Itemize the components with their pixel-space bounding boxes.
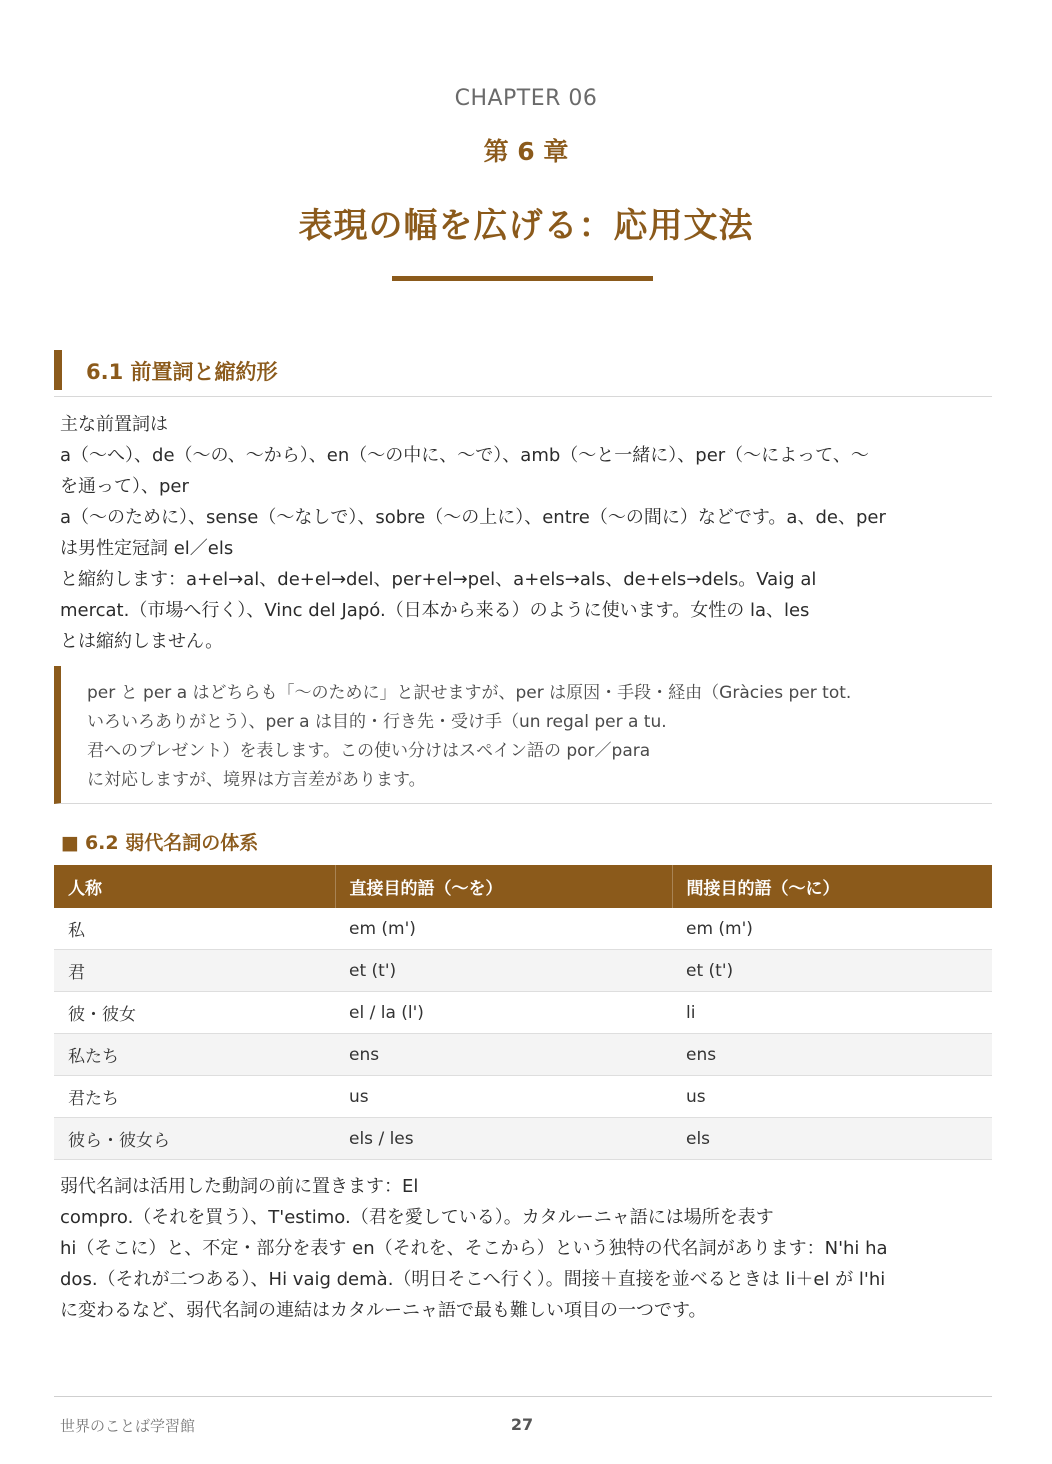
chapter-title: 表現の幅を広げる：応用文法 — [298, 206, 754, 246]
table-cell: us — [672, 1076, 992, 1118]
paragraph-line: a（〜へ）、de（〜の、〜から）、en（〜の中に、〜で）、amb（〜と一緒に）、per（〜によって、〜 — [60, 445, 869, 466]
note-line: per と per a はどちらも「〜のために」と訳せますが、per は原因・手段・経由（Gràcies per tot. — [87, 683, 852, 703]
paragraph-line: は男性定冠詞 el／els — [60, 538, 234, 559]
table-cell: em (m') — [672, 908, 992, 950]
note-line: 君へのプレゼント）を表します。この使い分けはスペイン語の por／para — [87, 741, 651, 761]
table-cell: et (t') — [335, 950, 672, 992]
paragraph-line: 弱代名詞は活用した動詞の前に置きます：El — [60, 1176, 419, 1197]
table-cell: els — [672, 1118, 992, 1160]
table-cell: el / la (l') — [335, 992, 672, 1034]
table-cell: 私たち — [54, 1034, 335, 1076]
table-row — [54, 992, 992, 1034]
column-header-person: 人称 — [54, 865, 335, 908]
prepositions-paragraph — [60, 409, 990, 657]
paragraph-line: と縮約します：a+el→al、de+el→del、per+el→pel、a+els→als、de+els→dels。Vaig al — [60, 569, 817, 590]
column-header-direct-object: 直接目的語（〜を） — [335, 865, 672, 908]
footer-publisher: 世界のことば学習館 — [60, 1417, 196, 1435]
table-row — [54, 1076, 992, 1118]
table-cell: ens — [672, 1034, 992, 1076]
weak-pronoun-paragraph — [60, 1171, 990, 1326]
page-number: 27 — [510, 1415, 534, 1434]
chapter-eyebrow: CHAPTER 06 — [454, 86, 598, 111]
footer-divider — [54, 1396, 992, 1397]
subsection-heading-text: 6.2 弱代名詞の体系 — [84, 832, 259, 854]
table-cell: 彼ら・彼女ら — [54, 1118, 335, 1160]
chapter-number: 第 6 章 — [483, 137, 569, 166]
square-bullet: ■ — [61, 832, 79, 854]
table-cell: 彼・彼女 — [54, 992, 335, 1034]
note-callout — [54, 666, 992, 804]
paragraph-line: に変わるなど、弱代名詞の連結はカタルーニャ語で最も難しい項目の一つです。 — [60, 1300, 707, 1321]
paragraph-line: とは縮約しません。 — [60, 631, 224, 652]
table-cell: et (t') — [672, 950, 992, 992]
section-accent-bar — [54, 350, 62, 390]
table-cell: 私 — [54, 908, 335, 950]
table-cell: 君 — [54, 950, 335, 992]
table-row — [54, 1118, 992, 1160]
section-heading-text: 6.1 前置詞と縮約形 — [86, 360, 278, 384]
table-cell: us — [335, 1076, 672, 1118]
note-line: に対応しますが、境界は方言差があります。 — [87, 770, 426, 790]
table-cell: ens — [335, 1034, 672, 1076]
table-row — [54, 1034, 992, 1076]
table-row — [54, 950, 992, 992]
table-cell: 君たち — [54, 1076, 335, 1118]
paragraph-line: 主な前置詞は — [60, 414, 168, 435]
weak-pronoun-table — [54, 865, 992, 1160]
paragraph-line: mercat.（市場へ行く）、Vinc del Japó.（日本から来る）のように使います。女性の la、les — [60, 600, 810, 621]
section-heading-6-2 — [61, 828, 258, 855]
title-divider — [392, 276, 653, 281]
table-cell: els / les — [335, 1118, 672, 1160]
column-header-indirect-object: 間接目的語（〜に） — [672, 865, 992, 908]
paragraph-line: を通って）、per — [60, 476, 189, 497]
table-header-row — [54, 865, 992, 908]
paragraph-line: hi（そこに）と、不定・部分を表す en（それを、そこから）という独特の代名詞があります：N'hi ha — [60, 1238, 888, 1259]
section-heading-6-1 — [54, 350, 992, 397]
table-cell: li — [672, 992, 992, 1034]
paragraph-line: compro.（それを買う）、T'estimo.（君を愛している）。カタルーニャ語には場所を表す — [60, 1207, 774, 1228]
table-row — [54, 908, 992, 950]
paragraph-line: a（〜のために）、sense（〜なしで）、sobre（〜の上に）、entre（〜の間に）などです。a、de、per — [60, 507, 886, 528]
note-line: いろいろありがとう）、per a は目的・行き先・受け手（un regal per a tu. — [87, 712, 667, 732]
paragraph-line: dos.（それが二つある）、Hi vaig demà.（明日そこへ行く）。間接＋直接を並べるときは li＋el が l'hi — [60, 1269, 886, 1290]
table-cell: em (m') — [335, 908, 672, 950]
